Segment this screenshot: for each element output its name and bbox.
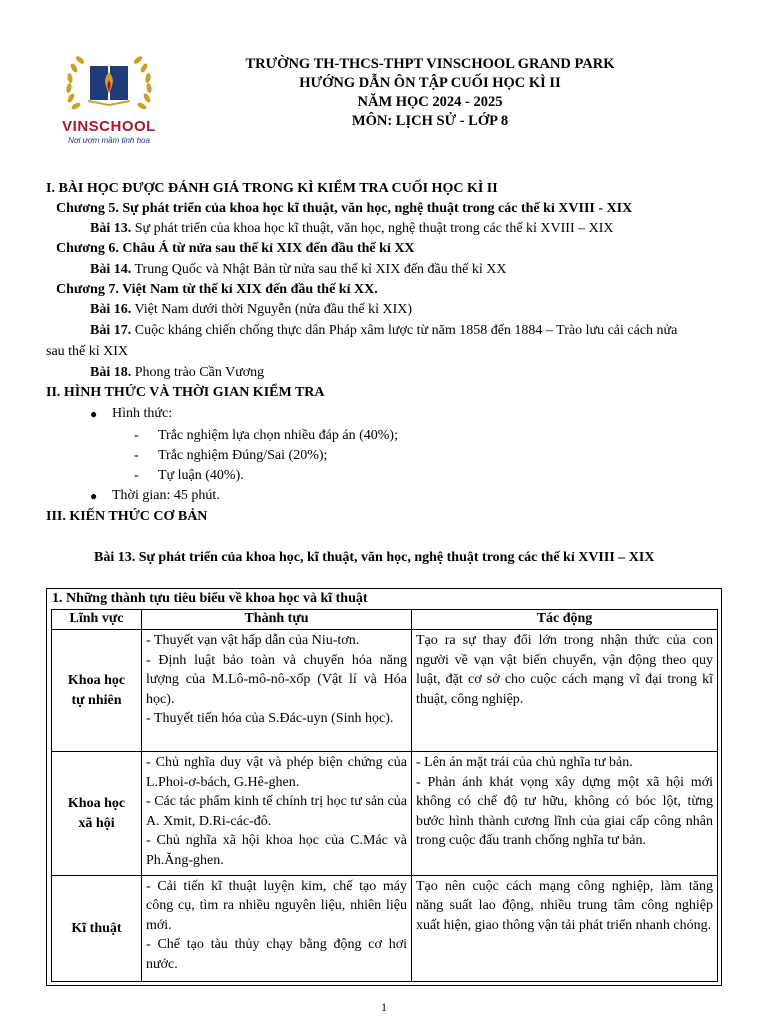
lesson-18-text: Phong trào Cần Vương [131,365,265,380]
vinschool-logo [50,50,168,150]
dash-icon: - [134,448,139,463]
lesson-18-item [90,364,264,382]
lesson-17-text: Cuộc kháng chiến chống thực dân Pháp xâm lược từ năm 1858 đến 1884 – Trào lưu cải cách nửa [131,323,678,338]
impact-item: - Phản ánh khát vọng xây dựng một xã hội mới không có chế độ tư hữu, không có bóc lột, từng bước hình thành cương lĩnh của giai cấp công nhân trong cuộc đấu tranh chống nghĩa tư bản. [416,774,713,849]
lesson-14-text: Trung Quốc và Nhật Bản từ nửa sau thế kỉ XIX đến đầu thế kỉ XX [131,262,507,277]
logo-tagline: Nơi ươm mầm tinh hoa [68,136,150,145]
lesson-14-item [90,261,506,279]
exam-form-item: Trắc nghiệm Đúng/Sai (20%); [158,448,328,463]
column-header: Lĩnh vực [52,610,142,630]
lesson-16-label: Bài 16. [90,302,132,317]
exam-form-item: Trắc nghiệm lựa chọn nhiều đáp án (40%); [158,428,398,443]
exam-time: Thời gian: 45 phút. [112,488,220,503]
achievement-item: - Chủ nghĩa duy vật và phép biện chứng của L.Phoi-ơ-bách, G.Hê-ghen. [146,755,407,790]
chapter-7: Chương 7. Việt Nam từ thế kỉ XIX đến đầu thế kỉ XX. [56,282,378,297]
achievement-item: - Định luật bảo toàn và chuyển hóa năng lượng của M.Lô-mô-nô-xốp (Vật lí và Hóa học). [146,652,407,707]
section1-heading: I. BÀI HỌC ĐƯỢC ĐÁNH GIÁ TRONG KÌ KIỂM TRA CUỐI HỌC KÌ II [46,181,498,196]
lesson-13-item [90,220,614,238]
document-title: HƯỚNG DẪN ÔN TẬP CUỐI HỌC KÌ II [299,75,561,91]
impact-item: Tạo ra sự thay đổi lớn trong nhận thức của con người về vạn vật biến chuyển, vận động theo quy luật, đặt cơ sở cho cuộc cách mạng vĩ đại trong kĩ thuật, công nghiệp. [416,633,713,707]
achievements-table [51,609,718,982]
dash-icon: - [134,468,139,483]
chapter-5: Chương 5. Sự phát triển của khoa học kĩ thuật, văn học, nghệ thuật trong các thế kỉ XVIII - XIX [56,201,633,216]
laurel-book-icon [50,50,168,120]
exam-form-label: Hình thức: [112,406,173,421]
chapter-6: Chương 6. Châu Á từ nửa sau thế kỉ XIX đến đầu thế kỉ XX [56,241,415,256]
section2-heading: II. HÌNH THỨC VÀ THỜI GIAN KIỂM TRA [46,385,325,400]
lesson-16-item [90,301,412,319]
lesson-14-label: Bài 14. [90,262,132,277]
lesson-17-label: Bài 17. [90,323,132,338]
table-row [52,752,718,875]
column-header: Tác động [412,610,718,630]
achievement-cell [142,752,412,875]
dash-icon: - [134,428,139,443]
table-row [52,875,718,981]
achievement-cell [142,875,412,981]
column-header: Thành tựu [142,610,412,630]
lesson-16-text: Việt Nam dưới thời Nguyễn (nửa đầu thế kỉ XIX) [131,302,413,317]
lesson-13-text: Sự phát triển của khoa học kĩ thuật, văn học, nghệ thuật trong các thế kỉ XVIII – XIX [131,221,614,236]
field-label: Khoa học [67,673,126,689]
lesson-17-item [90,322,677,340]
subject-line: MÔN: LỊCH SỬ - LỚP 8 [351,113,509,129]
lesson-13-title: Bài 13. Sự phát triển của khoa học, kĩ thuật, văn học, nghệ thuật trong các thế kỉ XVIII – XIX [94,550,655,565]
document-header [200,55,660,131]
achievement-item: - Các tác phẩm kinh tế chính trị học tư sản của A. Xmit, D.Ri-các-đô. [146,794,407,829]
table-header-row [52,610,718,630]
achievement-item: - Thuyết tiến hóa của S.Đác-uyn (Sinh học). [146,711,394,727]
field-label: Khoa học [67,796,126,812]
achievement-cell [142,630,412,752]
lesson-17-continued: sau thế kỉ XIX [46,344,129,359]
logo-wordmark: VINSCHOOL [62,118,156,135]
lesson-13-label: Bài 13. [90,221,132,236]
bullet-icon: ● [90,489,98,503]
achievement-item: - Chủ nghĩa xã hội khoa học của C.Mác và Ph.Ăng-ghen. [146,833,407,868]
school-year: NĂM HỌC 2024 - 2025 [357,94,503,110]
bullet-icon: ● [90,407,98,421]
impact-item: - Lên án mặt trái của chủ nghĩa tư bản. [416,755,633,771]
table-row [52,630,718,752]
impact-cell [412,875,718,981]
page-number: 1 [381,1000,387,1014]
achievements-table-box [46,588,722,986]
field-label: xã hội [78,815,115,831]
field-cell [52,875,142,981]
school-name: TRƯỜNG TH-THCS-THPT VINSCHOOL GRAND PARK [245,56,615,72]
exam-form-item: Tự luận (40%). [158,468,244,483]
field-label: Kĩ thuật [71,920,122,936]
field-cell [52,752,142,875]
lesson-18-label: Bài 18. [90,365,132,380]
field-cell [52,630,142,752]
section3-heading: III. KIẾN THỨC CƠ BẢN [46,509,208,524]
impact-item: Tạo nên cuộc cách mạng công nghiệp, làm tăng năng suất lao động, nhiều trung tâm công nghiệp xuất hiện, giao thông vận tải phát triển nhanh chóng. [416,878,713,933]
impact-cell [412,630,718,752]
table-title: 1. Những thành tựu tiêu biểu về khoa học và kĩ thuật [52,591,368,606]
impact-cell [412,752,718,875]
achievement-item: - Chế tạo tàu thủy chạy bằng động cơ hơi nước. [146,937,407,972]
achievement-item: - Thuyết vạn vật hấp dẫn của Niu-tơn. [146,633,360,649]
field-label: tự nhiên [71,692,122,708]
achievement-item: - Cải tiến kĩ thuật luyện kim, chế tạo máy công cụ, tìm ra nhiều nguyên liệu, nhiên liệu mới. [146,878,407,933]
